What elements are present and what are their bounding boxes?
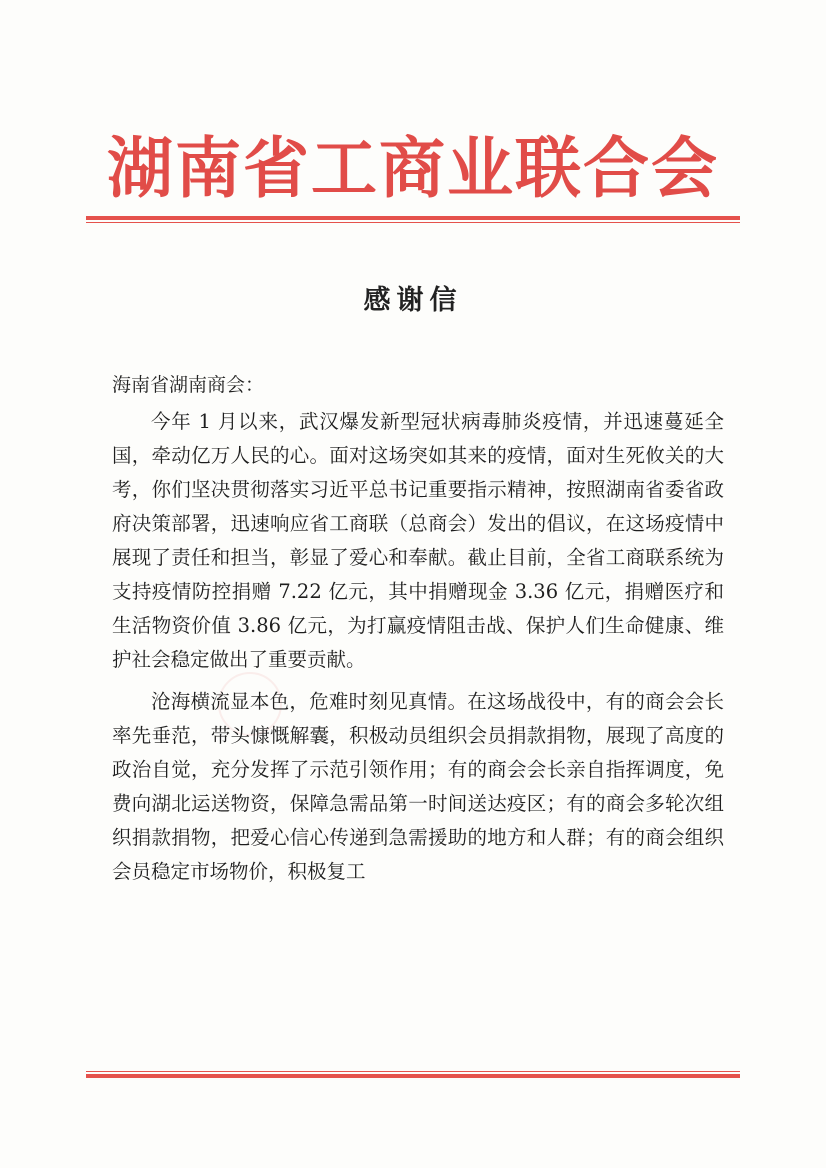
document-title: 感谢信: [363, 285, 463, 316]
footer-divider: [86, 1071, 740, 1078]
divider-thin-line: [86, 1071, 740, 1072]
divider-thick-line: [86, 1074, 740, 1078]
letterhead-divider: [86, 216, 740, 223]
divider-thin-line: [86, 222, 740, 223]
body-paragraph: 今年 1 月以来，武汉爆发新型冠状病毒肺炎疫情，并迅速蔓延全国，牵动亿万人民的心。面对这场突如其来的疫情，面对生死攸关的大考，你们坚决贯彻落实习近平总书记重要指示精神，按照湖南省委省政府决策部署，迅速响应省工商联（总商会）发出的倡议，在这场疫情中展现了责任和担当，彰显了爱心和奉献。截止目前，全省工商联系统为支持疫情防控捐赠 7.22 亿元，其中捐赠现金 3.36 亿元，捐赠医疗和生活物资价值 3.86 亿元，为打赢疫情阻击战、保护人们生命健康、维护社会稳定做出了重要贡献。: [112, 410, 724, 671]
divider-thick-line: [86, 216, 740, 220]
letter-body: [112, 405, 724, 897]
salutation: 海南省湖南商会：: [112, 374, 265, 396]
body-paragraph: 沧海横流显本色，危难时刻见真情。在这场战役中，有的商会会长率先垂范，带头慷慨解囊，积极动员组织会员捐款捐物，展现了高度的政治自觉，充分发挥了示范引领作用；有的商会会长亲自指挥调度，免费向湖北运送物资，保障急需品第一时间送达疫区；有的商会多轮次组织捐款捐物，把爱心信心传递到急需援助的地方和人群；有的商会组织会员稳定市场物价，积极复工: [112, 690, 724, 883]
letterhead-org-name: 湖南省工商业联合会: [107, 129, 719, 207]
